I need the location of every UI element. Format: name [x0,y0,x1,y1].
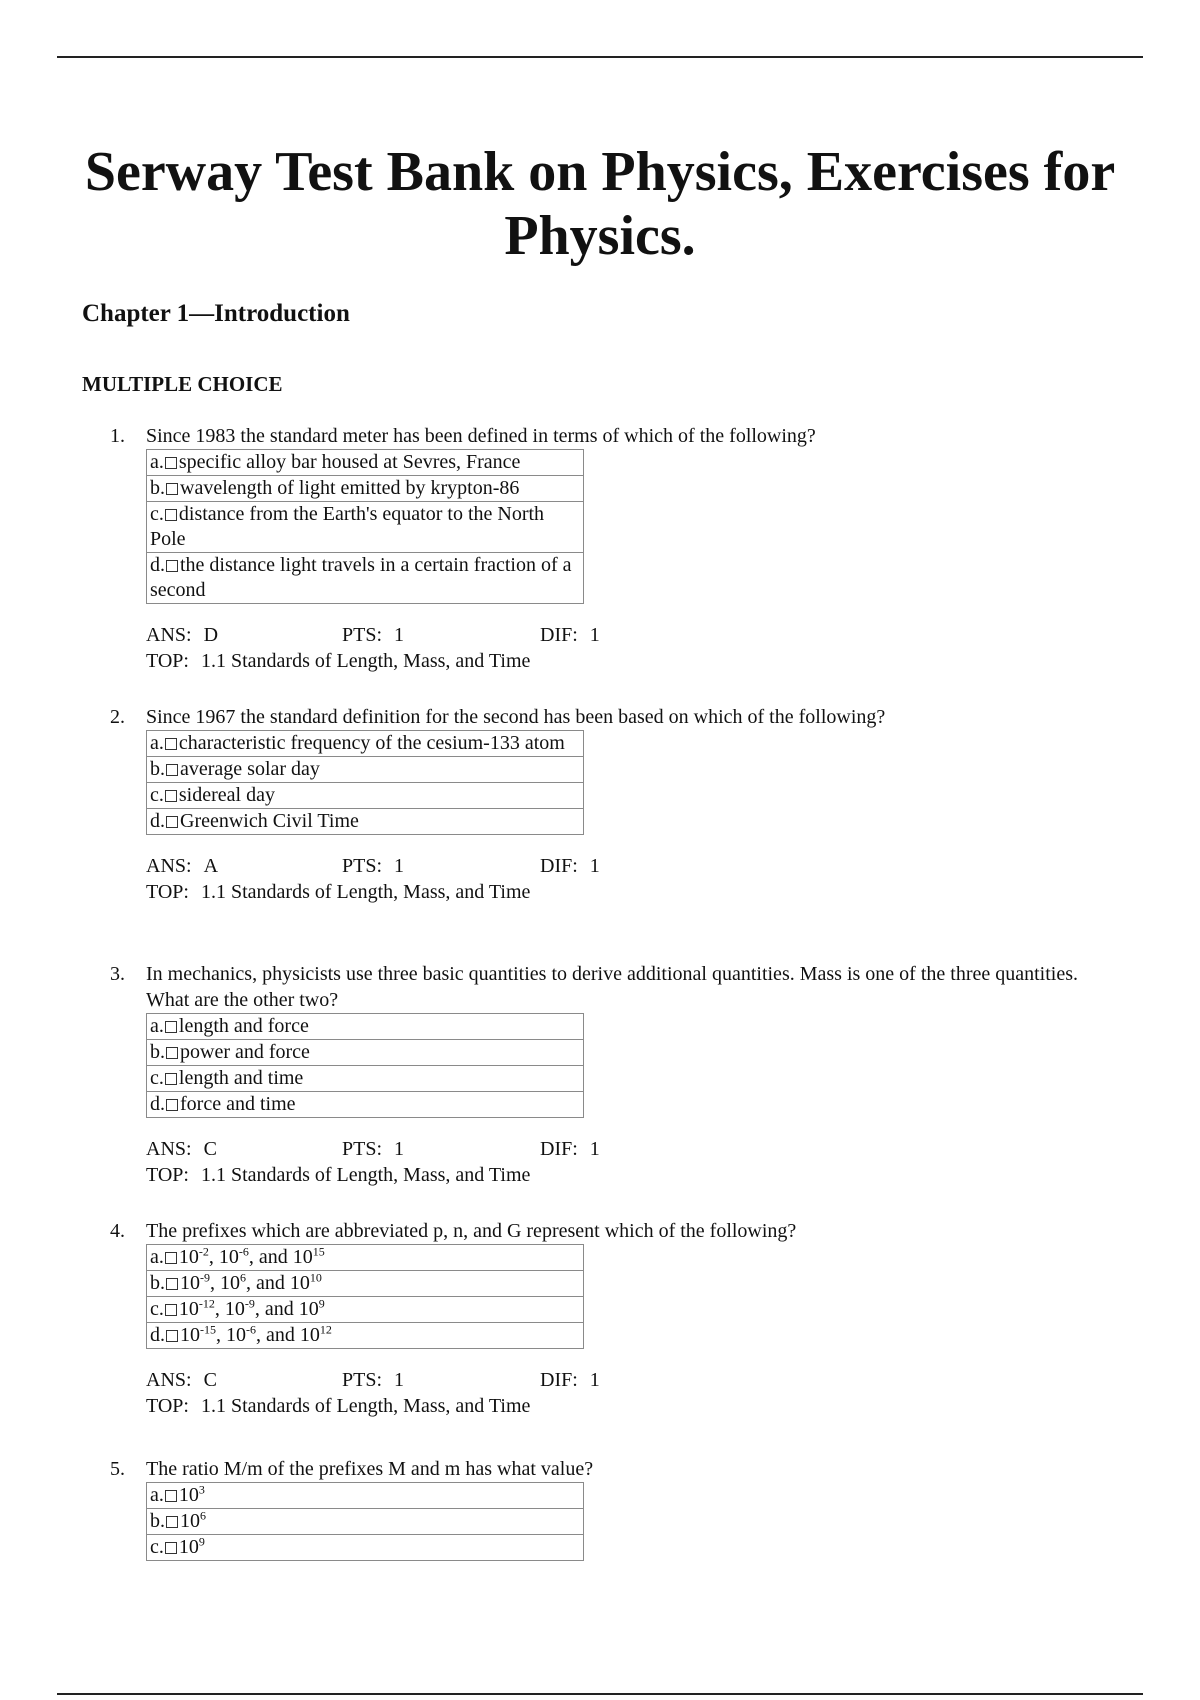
question-text: In mechanics, physicists use three basic quantities to derive additional quantities. Mass is one of the three quantities. What are the other two? [146,963,1078,1011]
topic: TOP: 1.1 Standards of Length, Mass, and Time [146,1395,531,1417]
choice-a[interactable] [147,450,583,476]
checkbox-icon [166,1330,178,1342]
choice-text: $10^9$ [178,1534,205,1558]
choice-text: $10^3$ [178,1482,205,1506]
checkbox-icon [165,738,177,750]
choice-d[interactable] [147,1092,583,1118]
choice-d[interactable] [147,553,583,604]
checkbox-icon [166,560,178,572]
answer-choices [146,1013,584,1118]
choice-letter: a. [150,1015,164,1037]
answer: ANS: D [146,624,219,646]
difficulty: DIF: 1 [540,624,600,646]
choice-letter: b. [150,1510,165,1532]
checkbox-icon [166,1516,178,1528]
checkbox-icon [165,1073,177,1085]
checkbox-icon [165,1490,177,1502]
choice-text: distance from the Earth's equator to the North Pole [150,503,545,550]
choice-text: Greenwich Civil Time [180,810,359,832]
choice-d[interactable] [147,809,583,835]
choice-a[interactable] [147,1014,583,1040]
question-text: The ratio M/m of the prefixes M and m has what value? [146,1458,594,1480]
choice-b[interactable] [147,476,583,502]
question-text: Since 1983 the standard meter has been defined in terms of which of the following? [146,425,816,447]
choice-letter: b. [150,1041,165,1063]
choice-letter: d. [150,1093,165,1115]
difficulty: DIF: 1 [540,855,600,877]
answer-choices [146,730,584,835]
question-3 [110,961,1110,1188]
topic: TOP: 1.1 Standards of Length, Mass, and Time [146,650,531,672]
answer: ANS: C [146,1138,217,1160]
points: PTS: 1 [342,855,405,877]
answer: ANS: C [146,1369,217,1391]
choice-letter: b. [150,758,165,780]
choice-text: length and time [178,1067,304,1089]
question-stem [110,1218,1110,1244]
choice-text: average solar day [180,758,320,780]
difficulty: DIF: 1 [540,1369,600,1391]
choice-letter: a. [150,1246,164,1268]
choice-b[interactable] [147,1271,583,1297]
choice-text: wavelength of light emitted by krypton-86 [180,477,520,499]
choice-letter: a. [150,732,164,754]
answer: ANS: A [146,855,219,877]
section-heading: MULTIPLE CHOICE [82,372,283,396]
bottom-rule [57,1693,1143,1695]
choice-letter: b. [150,1272,165,1294]
points: PTS: 1 [342,1138,405,1160]
choice-letter: b. [150,477,165,499]
choice-letter: a. [150,451,164,473]
choice-a[interactable] [147,1245,583,1271]
chapter-heading: Chapter 1—Introduction [82,300,350,327]
choice-text: length and force [178,1015,309,1037]
answer-meta [146,1367,1110,1419]
choice-text: characteristic frequency of the cesium-133 atom [178,732,565,754]
answer-meta [146,622,1110,674]
checkbox-icon [166,764,178,776]
choice-d[interactable] [147,1323,583,1349]
checkbox-icon [165,1252,177,1264]
choice-text: force and time [180,1093,296,1115]
question-number: 1. [110,425,125,447]
answer-meta [146,1136,1110,1188]
answer-choices [146,1482,584,1561]
checkbox-icon [165,457,177,469]
answer-meta [146,853,1110,905]
checkbox-icon [165,1021,177,1033]
choice-letter: c. [150,1536,164,1558]
choice-text: specific alloy bar housed at Sevres, France [178,451,521,473]
topic: TOP: 1.1 Standards of Length, Mass, and Time [146,881,531,903]
difficulty: DIF: 1 [540,1138,600,1160]
choice-text: $10^6$ [180,1508,206,1532]
choice-a[interactable] [147,731,583,757]
top-rule [57,56,1143,58]
question-number: 2. [110,706,125,728]
question-1 [110,423,1110,674]
checkbox-icon [166,483,178,495]
answer-choices [146,1244,584,1349]
choice-letter: c. [150,1298,164,1320]
choice-letter: d. [150,1324,165,1346]
checkbox-icon [166,816,178,828]
checkbox-icon [165,790,177,802]
question-text: Since 1967 the standard definition for the second has been based on which of the following? [146,706,886,728]
choice-b[interactable] [147,1509,583,1535]
choice-letter: d. [150,554,165,576]
choice-letter: c. [150,503,164,525]
checkbox-icon [166,1047,178,1059]
question-stem [110,704,1110,730]
choice-letter: a. [150,1484,164,1506]
question-2 [110,704,1110,905]
question-number: 4. [110,1220,125,1242]
choice-text: $10^{-2}$, $10^{-6}$, and $10^{15}$ [178,1244,325,1268]
question-stem [110,423,1110,449]
question-stem [110,1456,1110,1482]
choice-c[interactable] [147,1066,583,1092]
choice-c[interactable] [147,1535,583,1561]
choice-text: $10^{-9}$, $10^6$, and $10^{10}$ [180,1270,322,1294]
question-text: The prefixes which are abbreviated p, n, and G represent which of the following? [146,1220,797,1242]
choice-c[interactable] [147,1297,583,1323]
answer-choices [146,449,584,604]
question-5 [110,1456,1110,1561]
points: PTS: 1 [342,624,405,646]
choice-text: power and force [180,1041,310,1063]
points: PTS: 1 [342,1369,405,1391]
checkbox-icon [165,509,177,521]
choice-text: $10^{-12}$, $10^{-9}$, and $10^9$ [178,1296,325,1320]
choice-a[interactable] [147,1483,583,1509]
checkbox-icon [166,1278,178,1290]
choice-c[interactable] [147,502,583,553]
choice-letter: d. [150,810,165,832]
choice-c[interactable] [147,783,583,809]
topic: TOP: 1.1 Standards of Length, Mass, and Time [146,1164,531,1186]
choice-text: $10^{-15}$, $10^{-6}$, and $10^{12}$ [180,1322,332,1346]
question-4 [110,1218,1110,1419]
page-title: Serway Test Bank on Physics, Exercises for Physics. [84,141,1116,267]
choice-text: the distance light travels in a certain fraction of a second [150,554,572,601]
checkbox-icon [166,1099,178,1111]
question-stem [110,961,1110,1013]
choice-letter: c. [150,784,164,806]
choice-letter: c. [150,1067,164,1089]
choice-text: sidereal day [178,784,275,806]
checkbox-icon [165,1542,177,1554]
choice-b[interactable] [147,757,583,783]
choice-b[interactable] [147,1040,583,1066]
question-number: 5. [110,1458,125,1480]
question-number: 3. [110,963,125,985]
checkbox-icon [165,1304,177,1316]
